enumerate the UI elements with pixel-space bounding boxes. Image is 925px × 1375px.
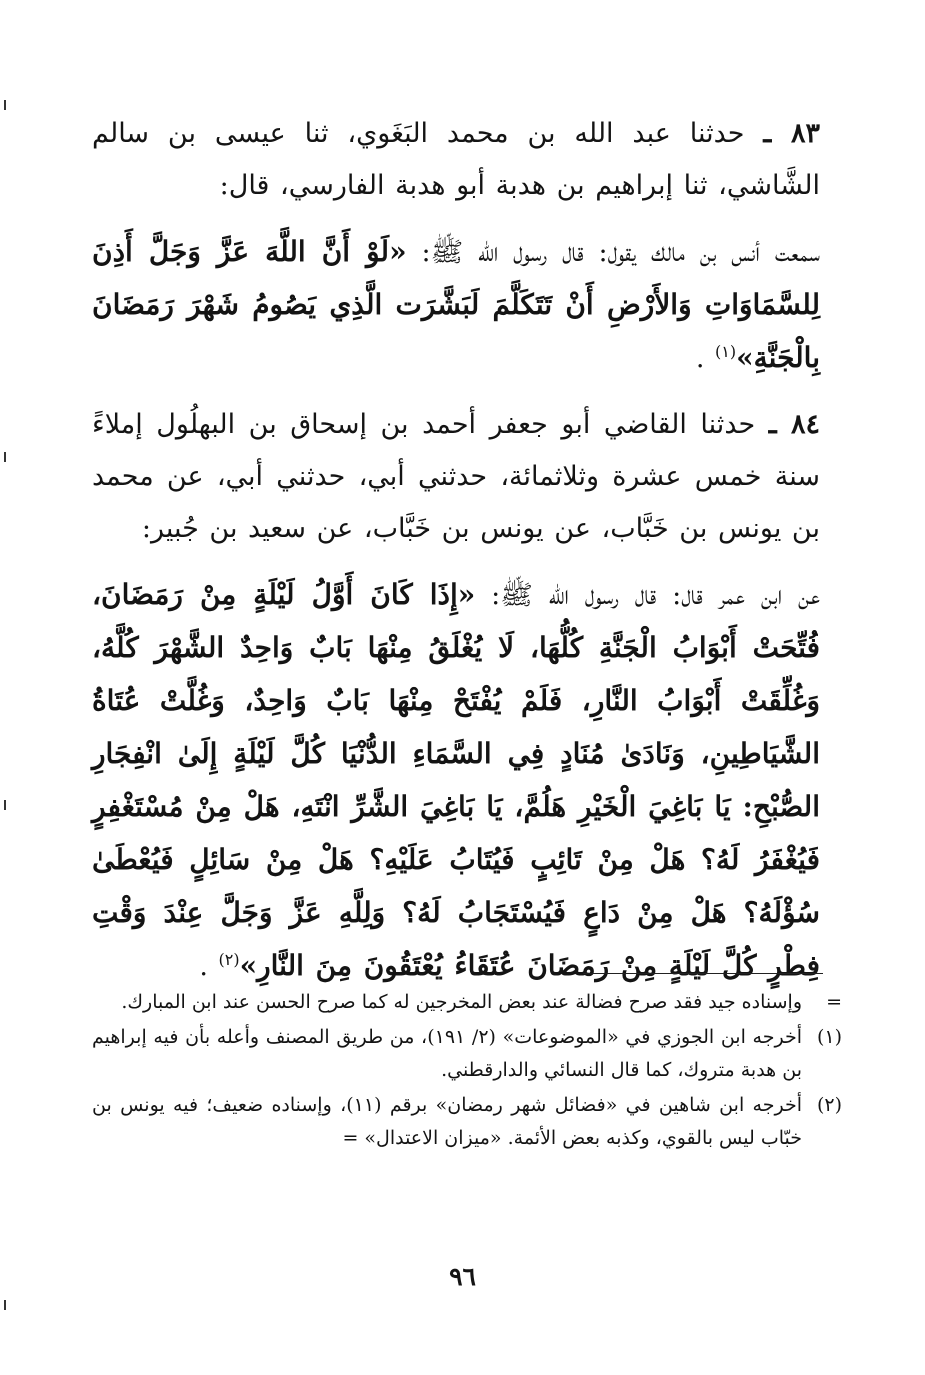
scan-edge-mark [4, 1300, 6, 1310]
footnote-text: وإسناده جيد فقد صرح فضالة عند بعض المخرجين له كما صرح الحسن عند ابن المبارك. [121, 991, 802, 1013]
paragraph-84-matn [92, 569, 820, 993]
paragraph-83-matn [92, 226, 820, 385]
hadith-text: «لَوْ أَنَّ اللَّهَ عَزَّ وَجَلَّ أَذِنَ لِلسَّمَاوَاتِ وَالأَرْضِ أَنْ تَتَكَلَّمَ لَبَشَّرَت الَّذِي يَصُومُ شَهْرَ رَمَضَانَ بِالْجَنَّةِ» [92, 235, 820, 374]
footnotes [92, 986, 842, 1157]
scan-edge-mark [4, 800, 6, 810]
paragraph-83 [92, 108, 820, 212]
page-number: ٩٦ [449, 1262, 476, 1291]
footnote-mark: (١) [816, 1026, 842, 1048]
isnad-text: حدثنا القاضي أبو جعفر أحمد بن إسحاق بن البهلُول إملاءً سنة خمس عشرة وثلاثمائة، حدثني أبي، حدثني أبي، عن محمد بن يونس بن خَبَّاب، عن يونس بن خَبَّاب، عن سعيد بن جُبير: [92, 409, 820, 544]
scan-edge-mark [4, 100, 6, 110]
hadith-number: ٨٤ ـ [768, 409, 820, 440]
footnote-separator [583, 973, 823, 974]
footnote-continuation [92, 986, 842, 1019]
hadith-number: ٨٣ ـ [763, 118, 821, 149]
period: . [695, 343, 705, 374]
footnote-text: أخرجه ابن شاهين في «فضائل شهر رمضان» برقم (١١)، وإسناده ضعيف؛ فيه يونس بن خبّاب ليس بالقوي، وكذبه بعض الأئمة. «ميزان الاعتدال» = [92, 1094, 802, 1149]
footnote-text: أخرجه ابن الجوزي في «الموضوعات» (٢/ ١٩١)، من طريق المصنف وأعله بأن فيه إبراهيم بن هدبة متروك، كما قال النسائي والدارقطني. [92, 1026, 802, 1081]
scan-edge-mark [4, 452, 6, 462]
isnad-text: حدثنا عبد الله بن محمد البَغَوي، ثنا عيسى بن سالم الشَّاشي، ثنا إبراهيم بن هدبة أبو هدبة الفارسي، قال: [92, 118, 820, 201]
footnote-1 [92, 1021, 842, 1087]
matn-intro: سمعت أنس بن مالك يقول: قال رسول الله ﷺ: [421, 237, 820, 268]
footnote-ref[interactable]: (٢) [218, 950, 240, 969]
main-text [92, 108, 820, 1007]
paragraph-84 [92, 399, 820, 555]
footnote-2 [92, 1089, 842, 1155]
footnote-mark: (٢) [816, 1094, 842, 1116]
footnote-mark: = [826, 991, 842, 1013]
hadith-text: «إِذَا كَانَ أَوَّلُ لَيْلَةٍ مِنْ رَمَضَانَ، فُتِّحَتْ أَبْوَابُ الْجَنَّةِ كُلُّهَا، لَا يُغْلَقُ مِنْهَا بَابٌ وَاحِدٌ الشَّهْرَ كُلَّهُ، وَغُلِّقَتْ أَبْوَابُ النَّارِ، فَلَمْ يُفْتَحْ مِنْهَا بَابٌ وَاحِدٌ، وَغُلَّتْ عُتَاةُ الشَّيَاطِينِ، وَنَادَىٰ مُنَادٍ فِي السَّمَاءِ الدُّنْيَا كُلَّ لَيْلَةٍ إِلَىٰ انْفِجَارِ الصُّبْحِ: يَا بَاغِيَ الْخَيْرِ هَلُمَّ، يَا بَاغِيَ الشَّرِّ انْتَهِ، هَلْ مِنْ مُسْتَغْفِرٍ فَيُغْفَرُ لَهُ؟ هَلْ مِنْ تَائِبٍ فَيُتَابُ عَلَيْهِ؟ هَلْ مِنْ سَائِلٍ فَيُعْطَىٰ سُؤْلَهُ؟ هَلْ مِنْ دَاعٍ فَيُسْتَجَابُ لَهُ؟ وَلِلَّهِ عَزَّ وَجَلَّ عِنْدَ وَقْتِ فِطْرٍ كُلَّ لَيْلَةٍ مِنْ رَمَضَانَ عُتَقَاءُ يُعْتَقُونَ مِنَ النَّارِ» [92, 578, 820, 982]
matn-intro: عن ابن عمر قال: قال رسول الله ﷺ: [491, 580, 821, 611]
footnote-ref[interactable]: (١) [715, 342, 737, 361]
period: . [199, 951, 208, 982]
